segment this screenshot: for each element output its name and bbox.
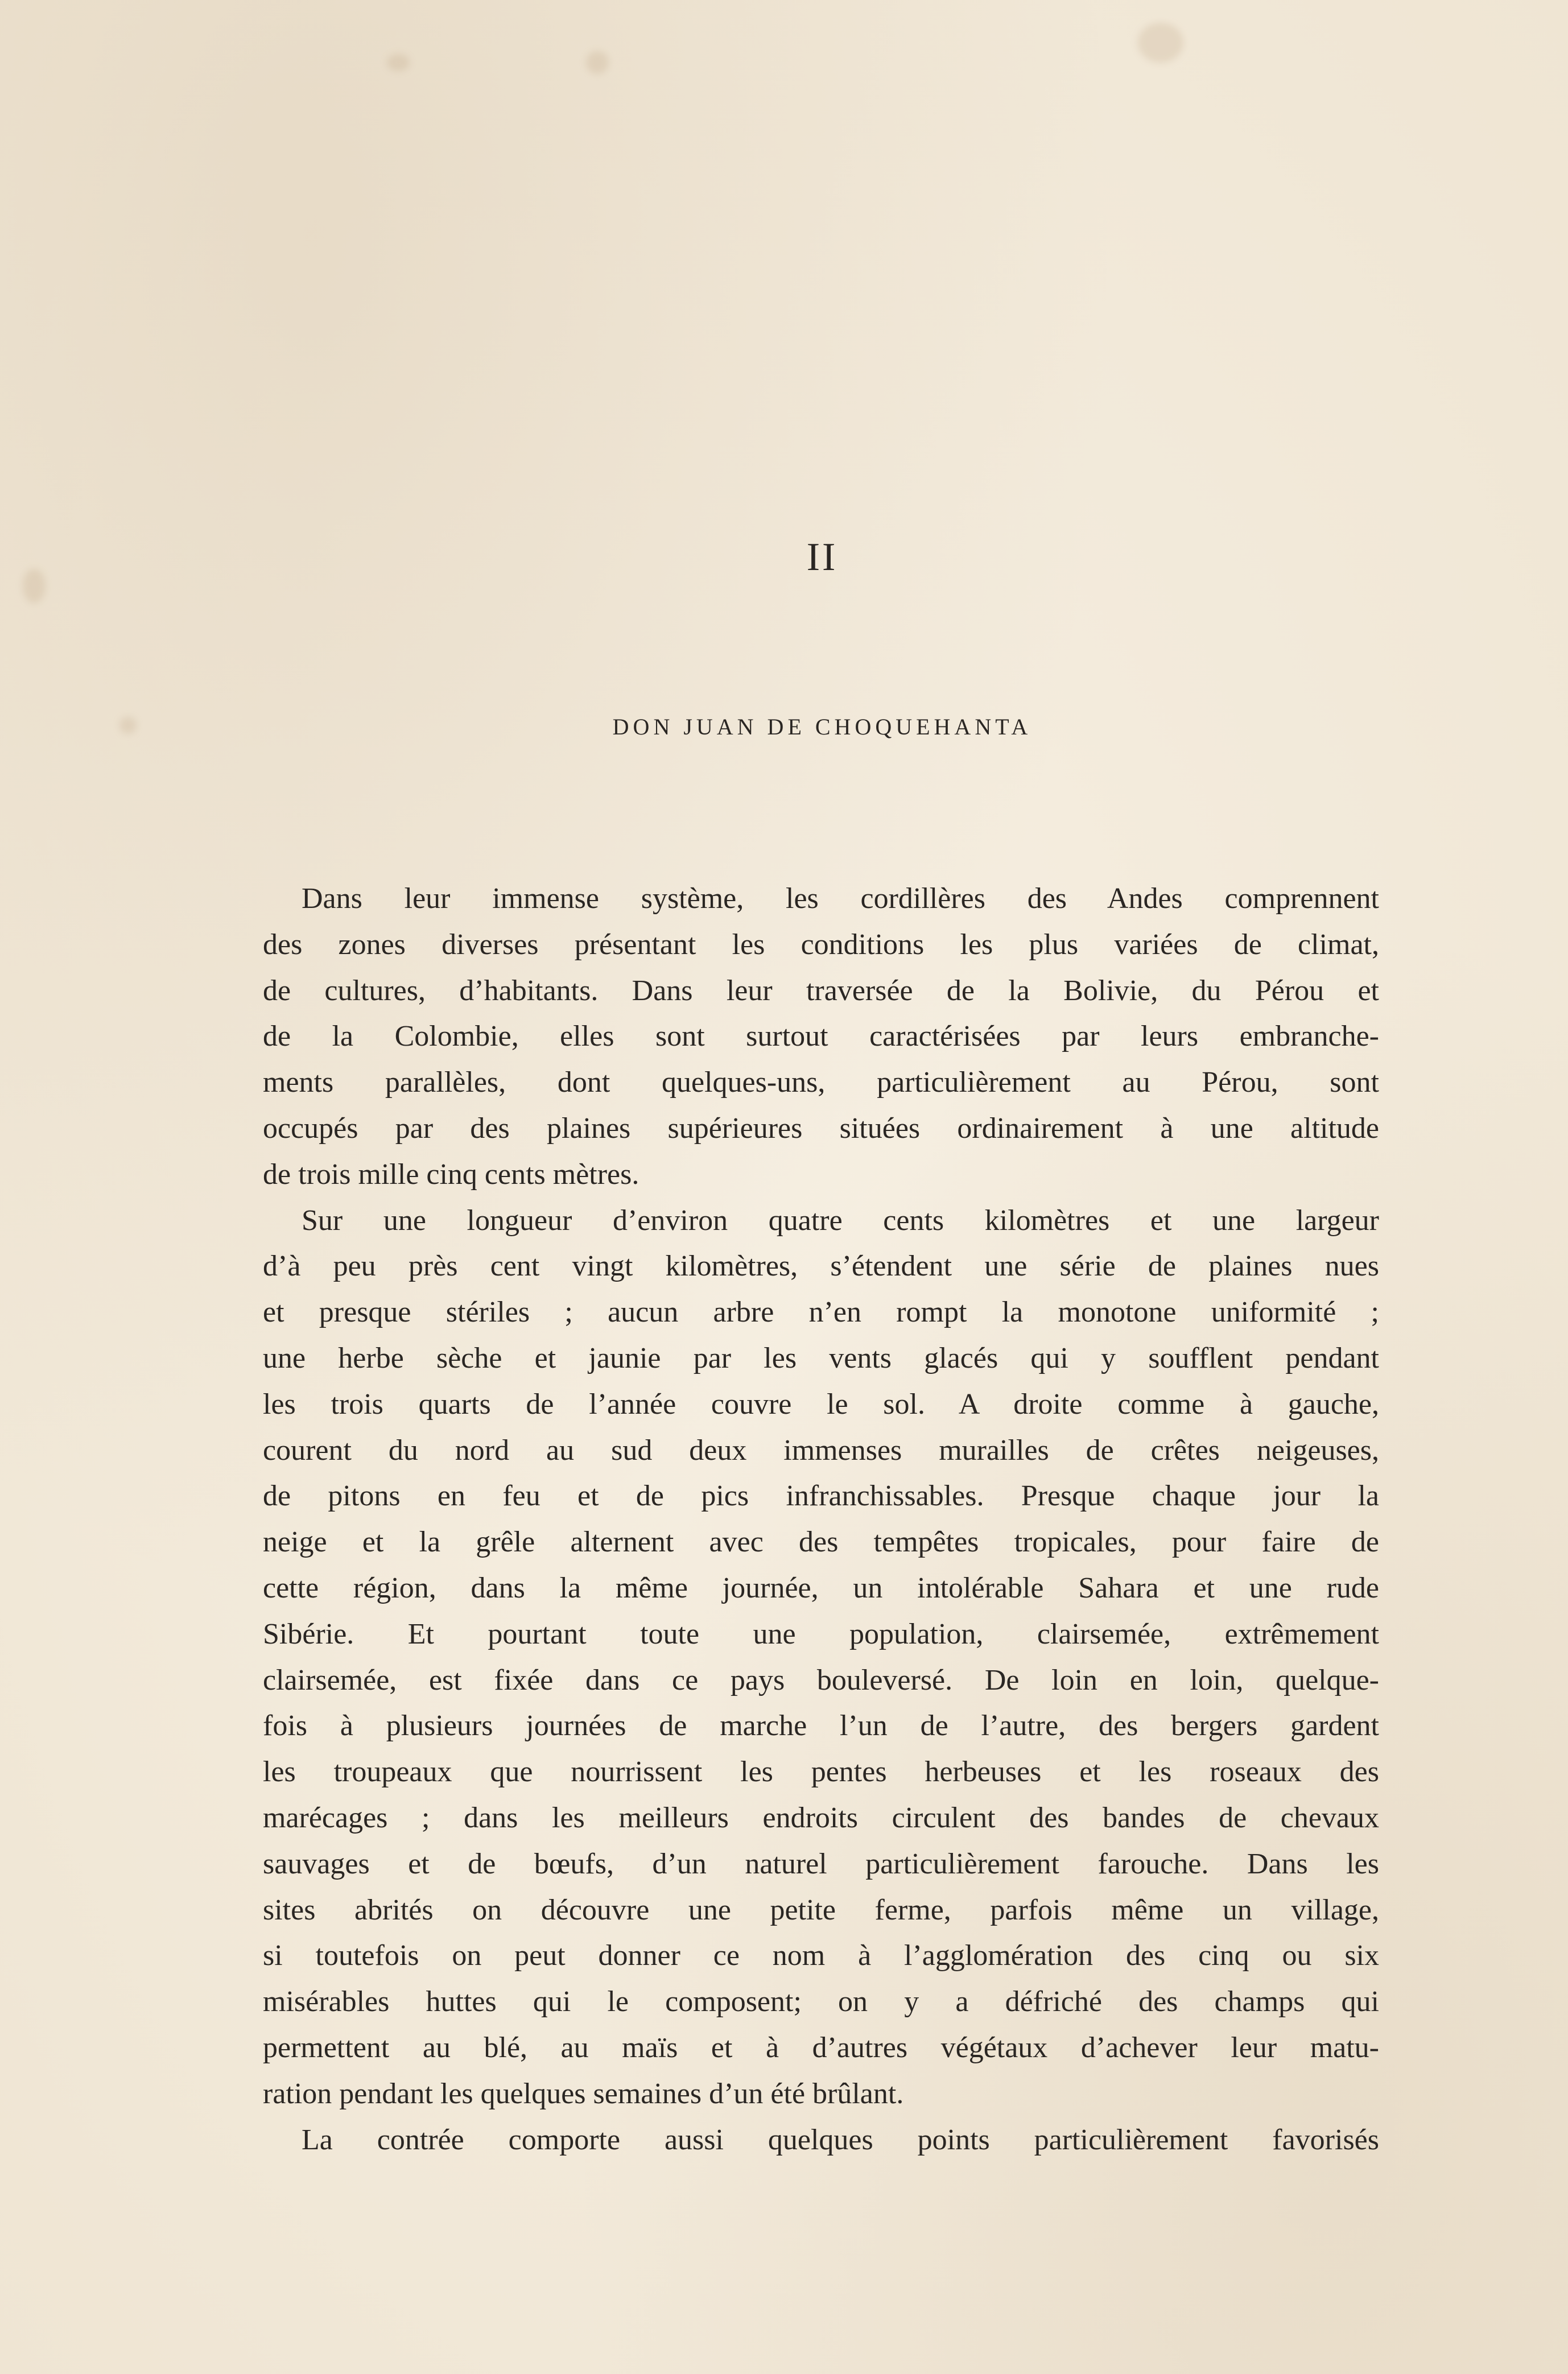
text-line: et presque stériles ; aucun arbre n’en rompt la monotone uniformité ; [263, 1296, 1379, 1329]
paragraph [263, 2117, 1379, 2164]
text-line: sites abrités on découvre une petite ferme, parfois même un village, [263, 1893, 1379, 1926]
text-line: les troupeaux que nourrissent les pentes herbeuses et les roseaux des [263, 1756, 1379, 1789]
text-line: Sibérie. Et pourtant toute une population, clairsemée, extrêmement [263, 1617, 1379, 1650]
text-line: une herbe sèche et jaunie par les vents glacés qui y soufflent pendant [263, 1341, 1379, 1374]
paper-stain [1138, 23, 1183, 63]
text-line: de cultures, d’habitants. Dans leur traversée de la Bolivie, du Pérou et [263, 974, 1379, 1007]
text-line: sauvages et de bœufs, d’un naturel particulièrement farouche. Dans les [263, 1847, 1379, 1880]
text-line: neige et la grêle alternent avec des tempêtes tropicales, pour faire de [263, 1526, 1379, 1559]
text-line: fois à plusieurs journées de marche l’un de l’autre, des bergers gardent [263, 1710, 1379, 1743]
text-line: marécages ; dans les meilleurs endroits circulent des bandes de chevaux [263, 1801, 1379, 1834]
text-line: Sur une longueur d’environ quatre cents kilomètres et une largeur [302, 1204, 1379, 1237]
text-line: d’à peu près cent vingt kilomètres, s’étendent une série de plaines nues [263, 1250, 1379, 1283]
text-line: permettent au blé, au maïs et à d’autres végétaux d’achever leur matu- [263, 2031, 1379, 2064]
text-line: des zones diverses présentant les conditions les plus variées de climat, [263, 928, 1379, 961]
text-line: si toutefois on peut donner ce nom à l’agglomération des cinq ou six [263, 1939, 1379, 1972]
chapter-number: II [806, 535, 838, 579]
text-line: La contrée comporte aussi quelques points particulièrement favorisés [302, 2123, 1379, 2156]
text-line: de pitons en feu et de pics infranchissables. Presque chaque jour la [263, 1480, 1379, 1513]
text-line: clairsemée, est fixée dans ce pays bouleversé. De loin en loin, quelque- [263, 1663, 1379, 1696]
chapter-title: DON JUAN DE CHOQUEHANTA [612, 714, 1032, 740]
text-line: les trois quarts de l’année couvre le sol. A droite comme à gauche, [263, 1388, 1379, 1421]
body-text [263, 876, 1379, 2163]
text-line: misérables huttes qui le composent; on y a défriché des champs qui [263, 1985, 1379, 2018]
text-line: cette région, dans la même journée, un intolérable Sahara et une rude [263, 1571, 1379, 1604]
paragraph [263, 876, 1379, 1198]
text-line: ments parallèles, dont quelques-uns, particulièrement au Pérou, sont [263, 1066, 1379, 1099]
text-line: courent du nord au sud deux immenses murailles de crêtes neigeuses, [263, 1434, 1379, 1467]
paper-stain [586, 51, 609, 74]
text-line: de trois mille cinq cents mètres. [263, 1158, 639, 1191]
text-line: Dans leur immense système, les cordillères des Andes comprennent [302, 882, 1379, 915]
text-line: de la Colombie, elles sont surtout caractérisées par leurs embranche- [263, 1020, 1379, 1053]
paragraph [263, 1198, 1379, 2117]
text-line: occupés par des plaines supérieures situées ordinairement à une altitude [263, 1112, 1379, 1145]
text-line: ration pendant les quelques semaines d’un été brûlant. [263, 2077, 904, 2110]
paper-stain [387, 54, 410, 71]
